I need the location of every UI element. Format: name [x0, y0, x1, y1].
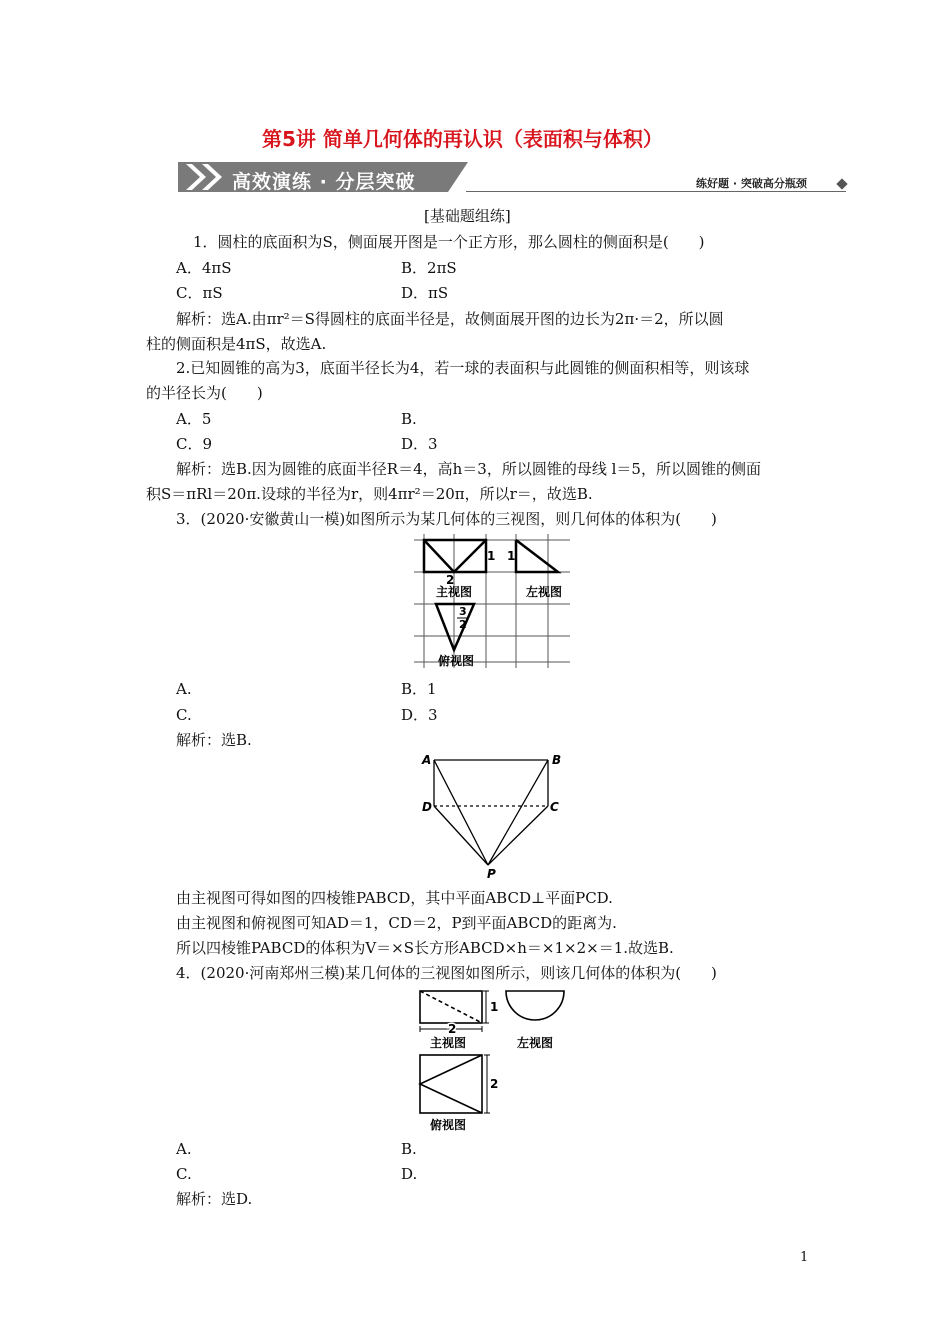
- diamond-icon: [836, 178, 847, 189]
- q3-option-c: C.: [176, 706, 192, 724]
- q3-frac-denominator: 2: [459, 618, 467, 631]
- q1-option-b: B．2πS: [401, 259, 457, 277]
- q1-option-d: D．πS: [401, 284, 449, 302]
- q4-answer: 解析：选D.: [176, 1190, 253, 1208]
- vertex-b-label: B: [552, 753, 562, 767]
- q2-stem-line2: 的半径长为( ): [146, 384, 263, 402]
- q3-top-view-label: 俯视图: [438, 654, 475, 668]
- q3-option-d: D．3: [401, 706, 438, 724]
- q3-explanation-2: 由主视图和俯视图可知AD＝1，CD＝2，P到平面ABCD的距离为.: [176, 914, 617, 932]
- q1-answer-line1: 解析：选A.由πr²＝S得圆柱的底面半径是，故侧面展开图的边长为2π·＝2，所以圆: [176, 310, 724, 328]
- q4-option-b: B.: [401, 1140, 417, 1158]
- q3-explanation-3: 所以四棱锥PABCD的体积为V＝×S长方形ABCD×h＝×1×2×＝1.故选B.: [176, 939, 674, 957]
- q3-option-b: B．1: [401, 680, 437, 698]
- banner-title: 高效演练 · 分层突破: [232, 171, 416, 193]
- q2-answer-line1: 解析：选B.因为圆锥的底面半径R＝4，高h＝3，所以圆锥的母线 l＝5，所以圆锥的侧面: [176, 460, 761, 478]
- q3-fig-label-1: 1: [487, 549, 496, 563]
- q1-option-c: C．πS: [176, 284, 223, 302]
- q3-stem: 3．(2020·安徽黄山一模)如图所示为某几何体的三视图，则几何体的体积为( ): [176, 510, 717, 528]
- q4-side-view-label: 左视图: [517, 1036, 554, 1050]
- q3-frac-numerator: 3: [459, 605, 467, 618]
- vertex-p-label: P: [487, 867, 496, 880]
- q4-fig-label-depth: 2: [490, 1077, 499, 1091]
- q4-fig-label-height: 1: [490, 1000, 499, 1014]
- page-title: 第5讲 简单几何体的再认识（表面积与体积）: [262, 127, 663, 151]
- q4-stem: 4．(2020·河南郑州三模)某几何体的三视图如图所示，则该几何体的体积为( ): [176, 964, 717, 982]
- q3-side-view-label: 左视图: [526, 585, 563, 599]
- vertex-d-label: D: [422, 800, 432, 814]
- q3-pyramid-figure: [418, 748, 568, 880]
- q2-stem-line1: 2.已知圆锥的高为3，底面半径长为4，若一球的表面积与此圆锥的侧面积相等，则该球: [176, 359, 750, 377]
- banner-rule: [466, 191, 846, 192]
- q2-answer-line2: 积S＝πRl＝20π.设球的半径为r，则4πr²＝20π，所以r＝，故选B.: [146, 485, 593, 503]
- q2-option-c: C．9: [176, 435, 213, 453]
- q1-stem: 1．圆柱的底面积为S，侧面展开图是一个正方形，那么圆柱的侧面积是( ): [193, 233, 705, 251]
- q3-answer: 解析：选B.: [176, 731, 252, 749]
- q4-option-c: C.: [176, 1165, 192, 1183]
- q4-option-a: A.: [176, 1140, 192, 1158]
- q3-three-view-figure: [408, 532, 574, 672]
- q4-top-view-label: 俯视图: [430, 1118, 467, 1132]
- q2-option-b: B.: [401, 410, 417, 428]
- banner-tagline: 练好题 · 突破高分瓶颈: [696, 177, 807, 190]
- q2-option-d: D．3: [401, 435, 438, 453]
- q4-three-view-figure: [414, 985, 574, 1133]
- q3-option-a: A.: [176, 680, 192, 698]
- q2-option-a: A．5: [176, 410, 212, 428]
- q1-option-a: A．4πS: [176, 259, 232, 277]
- section-heading: [基础题组练]: [424, 207, 511, 225]
- q4-option-d: D.: [401, 1165, 418, 1183]
- q3-fig-label-2: 1: [507, 549, 516, 563]
- vertex-a-label: A: [422, 753, 432, 767]
- page-number: 1: [800, 1250, 809, 1265]
- q3-fig-label-3: 2: [446, 573, 455, 587]
- q3-explanation-1: 由主视图可得如图的四棱锥PABCD，其中平面ABCD⊥平面PCD.: [176, 889, 613, 907]
- vertex-c-label: C: [550, 800, 559, 814]
- q1-answer-line2: 柱的侧面积是4πS，故选A.: [146, 335, 327, 353]
- q4-front-view-label: 主视图: [430, 1036, 467, 1050]
- q4-fig-label-width: 2: [448, 1022, 457, 1036]
- q3-front-view-label: 主视图: [436, 585, 473, 599]
